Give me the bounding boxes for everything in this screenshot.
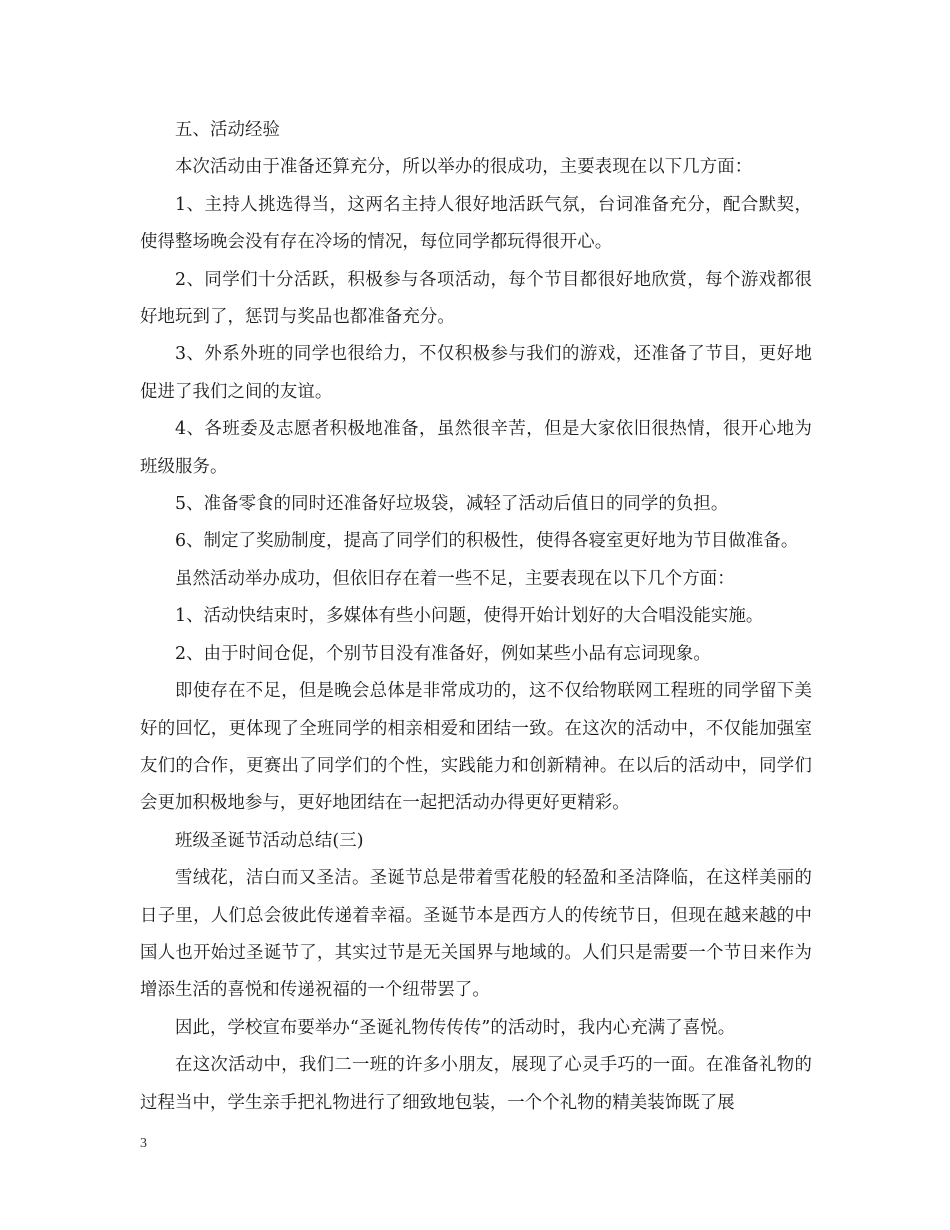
paragraph-point-4: 4、各班委及志愿者积极地准备，虽然很辛苦，但是大家依旧很热情，很开心地为班级服务。 — [140, 419, 812, 477]
paragraph-point-1: 1、主持人挑选得当，这两名主持人很好地活跃气氛，台词准备充分，配合默契，使得整场晚会没有存在冷场的情况，每位同学都玩得很开心。 — [140, 194, 812, 253]
section-heading-summary-three: 班级圣诞节活动总结(三) — [175, 830, 364, 851]
paragraph-shortcoming-2: 2、由于时间仓促，个别节目没有准备好，例如某些小品有忘词现象。 — [175, 643, 711, 664]
paragraph-shortcomings-intro: 虽然活动举办成功，但依旧存在着一些不足，主要表现在以下几个方面： — [175, 568, 735, 589]
paragraph-point-3: 3、外系外班的同学也很给力，不仅积极参与我们的游戏，还准备了节目，更好地促进了我们之间的友谊。 — [140, 344, 812, 402]
paragraph-point-5: 5、准备零食的同时还准备好垃圾袋，减轻了活动后值日的同学的负担。 — [175, 494, 729, 515]
paragraph-point-2: 2、同学们十分活跃，积极参与各项活动，每个节目都很好地欣赏，每个游戏都很好地玩到了，惩罚与奖品也都准备充分。 — [140, 269, 812, 328]
paragraph-point-6: 6、制定了奖励制度，提高了同学们的积极性，使得各寝室更好地为节目做准备。 — [175, 531, 799, 552]
paragraph-school-announcement: 因此，学校宣布要举办“圣诞礼物传传传”的活动时，我内心充满了喜悦。 — [175, 1017, 736, 1038]
section-heading-activity-experience: 五、活动经验 — [175, 120, 280, 140]
paragraph-conclusion: 即使存在不足，但是晚会总体是非常成功的，这不仅给物联网工程班的同学留下美好的回忆，更体现了全班同学的相亲相爱和团结一致。在这次的活动中，不仅能加强室友们的合作，更赛出了同学们的个性，实践能力和创新精神。在以后的活动中，同学们会更加积极地参与，更好地团结在一起把活动办得更好更精彩。 — [140, 681, 812, 814]
page-number: 3 — [140, 1136, 147, 1151]
document-body — [140, 112, 812, 1122]
paragraph-snowflake-intro: 雪绒花，洁白而又圣洁。圣诞节总是带着雪花般的轻盈和圣洁降临，在这样美丽的日子里，人们总会彼此传递着幸福。圣诞节本是西方人的传统节日，但现在越来越的中国人也开始过圣诞节了，其实过节是无关国界与地域的。人们只是需要一个节日来作为增添生活的喜悦和传递祝福的一个纽带罢了。 — [140, 868, 812, 1001]
paragraph-shortcoming-1: 1、活动快结束时，多媒体有些小问题，使得开始计划好的大合唱没能实施。 — [175, 606, 764, 627]
paragraph-class-activity: 在这次活动中，我们二一班的许多小朋友，展现了心灵手巧的一面。在准备礼物的过程当中，学生亲手把礼物进行了细致地包装，一个个礼物的精美装饰既了展 — [140, 1055, 812, 1113]
paragraph-intro-success: 本次活动由于准备还算充分，所以举办的很成功，主要表现在以下几方面： — [175, 157, 753, 178]
